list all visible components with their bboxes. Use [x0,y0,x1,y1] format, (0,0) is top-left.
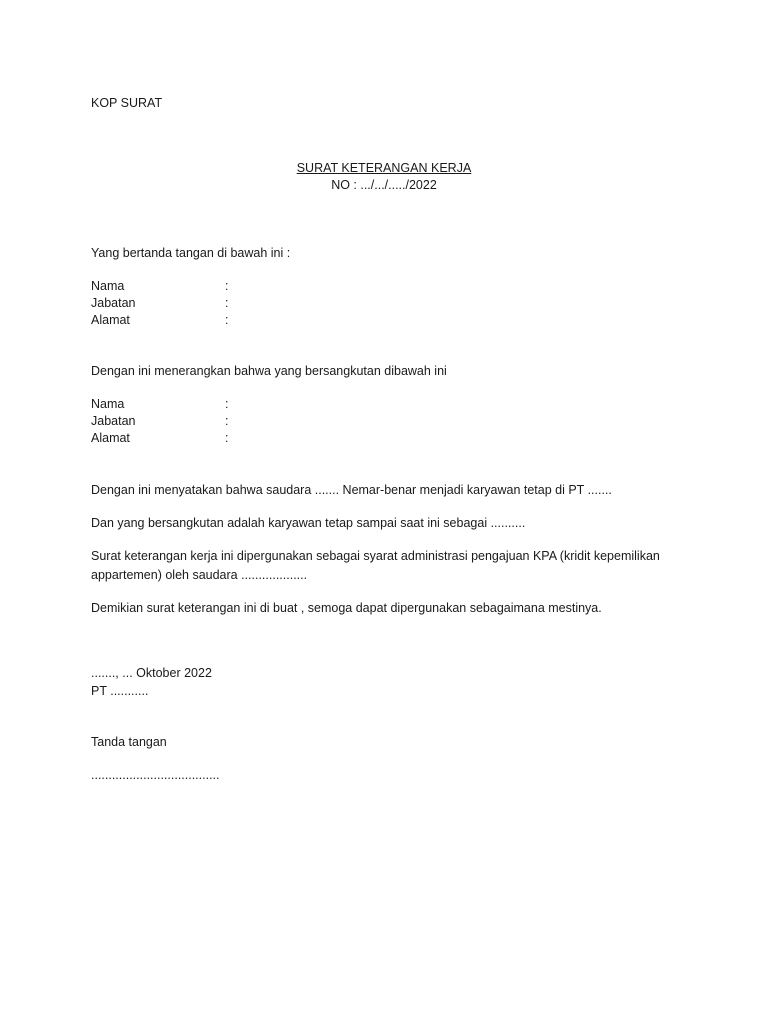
company-name: PT ........... [91,684,149,698]
body-paragraph-purpose: Surat keterangan kerja ini dipergunakan sebagai syarat administrasi pengajuan KPA (kridit kepemilikan appartemen) oleh saudara ................... [91,549,660,582]
signature-label: Tanda tangan [91,735,167,749]
letter-title: SURAT KETERANGAN KERJA [296,161,472,175]
employee-intro: Dengan ini menerangkan bahwa yang bersangkutan dibawah ini [91,364,447,378]
body-paragraph-closing: Demikian surat keterangan ini di buat , semoga dapat dipergunakan sebagaimana mestinya. [91,601,602,615]
letterhead-placeholder: KOP SURAT [91,96,163,110]
signatory-fields [91,278,237,329]
signatory-address-row [91,312,237,329]
body-paragraph-employment: Dengan ini menyatakan bahwa saudara ....... Nemar-benar menjadi karyawan tetap di PT ....... [91,483,612,497]
letter-date: ......., ... Oktober 2022 [91,666,212,680]
field-colon: : [225,414,229,428]
signature-line: ..................................... [91,768,220,782]
employee-fields [91,396,237,447]
field-label: Alamat [91,313,130,327]
signatory-name-row [91,278,237,295]
signatory-intro: Yang bertanda tangan di bawah ini : [91,246,291,260]
field-label: Nama [91,279,125,293]
letter-title-block [0,160,768,194]
field-colon: : [225,279,229,293]
field-colon: : [225,397,229,411]
field-label: Nama [91,397,125,411]
body-paragraph-position: Dan yang bersangkutan adalah karyawan tetap sampai saat ini sebagai .......... [91,516,526,530]
field-label: Jabatan [91,414,136,428]
employee-name-row [91,396,237,413]
field-label: Alamat [91,431,130,445]
field-colon: : [225,296,229,310]
letter-number: NO : .../.../...../2022 [331,178,437,192]
field-label: Jabatan [91,296,136,310]
signatory-position-row [91,295,237,312]
employee-address-row [91,430,237,447]
employee-position-row [91,413,237,430]
field-colon: : [225,431,229,445]
field-colon: : [225,313,229,327]
